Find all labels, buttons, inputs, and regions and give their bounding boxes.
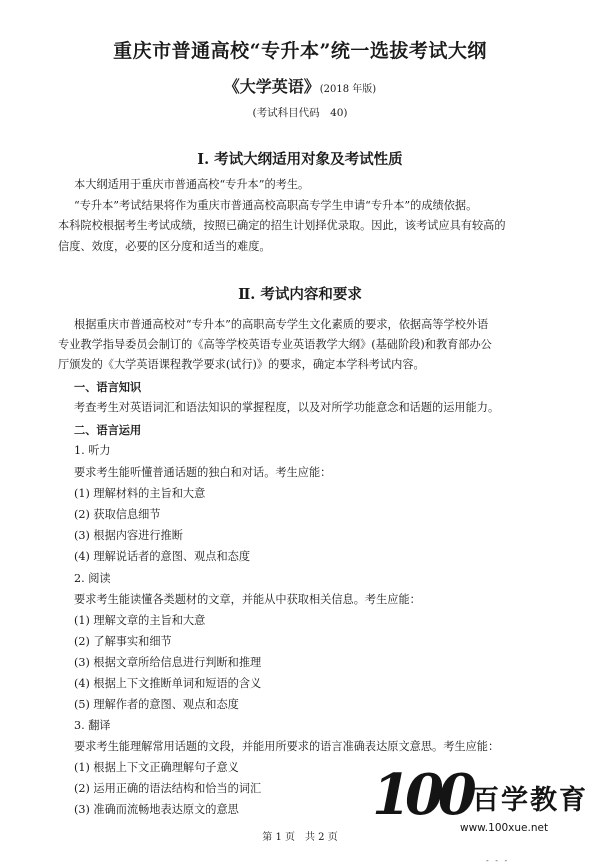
subject-code: (考试科目代码 40) (252, 107, 348, 119)
listening-item: (4) 理解说话者的意图、观点和态度 (74, 550, 251, 563)
reading-item: (4) 根据上下文推断单词和短语的含义 (74, 677, 262, 690)
reading-item: (5) 理解作者的意图、观点和态度 (74, 698, 239, 711)
translation-intro: 要求考生能理解常用话题的文段，并能用所要求的语言准确表达原文意思。考生应能： (74, 740, 500, 753)
section-1-line: 信度、效度，必要的区分度和适当的难度。 (58, 240, 271, 253)
reading-intro: 要求考生能读懂各类题材的文章，并能从中获取相关信息。考生应能： (74, 593, 421, 606)
reading-heading: 2. 阅读 (74, 572, 111, 585)
listening-intro: 要求考生能听懂普通话题的独白和对话。考生应能： (74, 466, 332, 479)
page-number: 第 1 页 共 2 页 (262, 832, 338, 843)
watermark-brand: 百学教育 (472, 785, 588, 816)
section-2-intro-line: 根据重庆市普通高校对“专升本”的高职高专学生文化素质的要求，依据高等学校外语 (74, 318, 489, 331)
section-1-heading: Ⅰ. 考试大纲适用对象及考试性质 (197, 151, 403, 168)
corner-marks: - - - (486, 856, 510, 865)
section-1-line: 本大纲适用于重庆市普通高校“专升本”的考生。 (74, 178, 310, 191)
listening-item: (2) 获取信息细节 (74, 508, 161, 521)
part-1-heading: 一、语言知识 (74, 380, 142, 394)
part-2-heading: 二、语言运用 (74, 423, 142, 437)
section-2-intro-line: 厅颁发的《大学英语课程教学要求(试行)》的要求，确定本学科考试内容。 (58, 358, 425, 371)
listening-item: (3) 根据内容进行推断 (74, 529, 183, 542)
section-1-line: 本科院校根据考生考试成绩，按照已确定的招生计划择优录取。因此，该考试应具有较高的 (58, 219, 506, 232)
reading-item: (3) 根据文章所给信息进行判断和推理 (74, 656, 262, 669)
listening-item: (1) 理解材料的主旨和大意 (74, 487, 206, 500)
listening-heading: 1. 听力 (74, 444, 111, 457)
translation-heading: 3. 翻译 (74, 719, 111, 732)
translation-item: (2) 运用正确的语法结构和恰当的词汇 (74, 782, 262, 795)
subject-line (0, 74, 600, 97)
translation-item: (3) 准确而流畅地表达原文的意思 (74, 803, 239, 816)
watermark-url: www.100xue.net (460, 822, 549, 834)
section-1-line: “专升本”考试结果将作为重庆市普通高校高职高专学生申请“专升本”的成绩依据。 (74, 199, 478, 212)
watermark-number: 100 (372, 762, 471, 828)
translation-item: (1) 根据上下文正确理解句子意义 (74, 761, 239, 774)
section-2-heading: Ⅱ. 考试内容和要求 (238, 286, 362, 303)
section-2-intro-line: 专业教学指导委员会制订的《高等学校英语专业英语教学大纲》(基础阶段)和教育部办公 (58, 338, 492, 351)
part-1-text: 考查考生对英语词汇和语法知识的掌握程度，以及对所学功能意念和话题的运用能力。 (74, 401, 500, 414)
document-title: 重庆市普通高校“专升本”统一选拔考试大纲 (113, 40, 487, 62)
reading-item: (1) 理解文章的主旨和大意 (74, 614, 206, 627)
edition-label: (2018 年版) (319, 84, 377, 95)
reading-item: (2) 了解事实和细节 (74, 635, 172, 648)
subject-name: 《大学英语》 (223, 77, 320, 96)
